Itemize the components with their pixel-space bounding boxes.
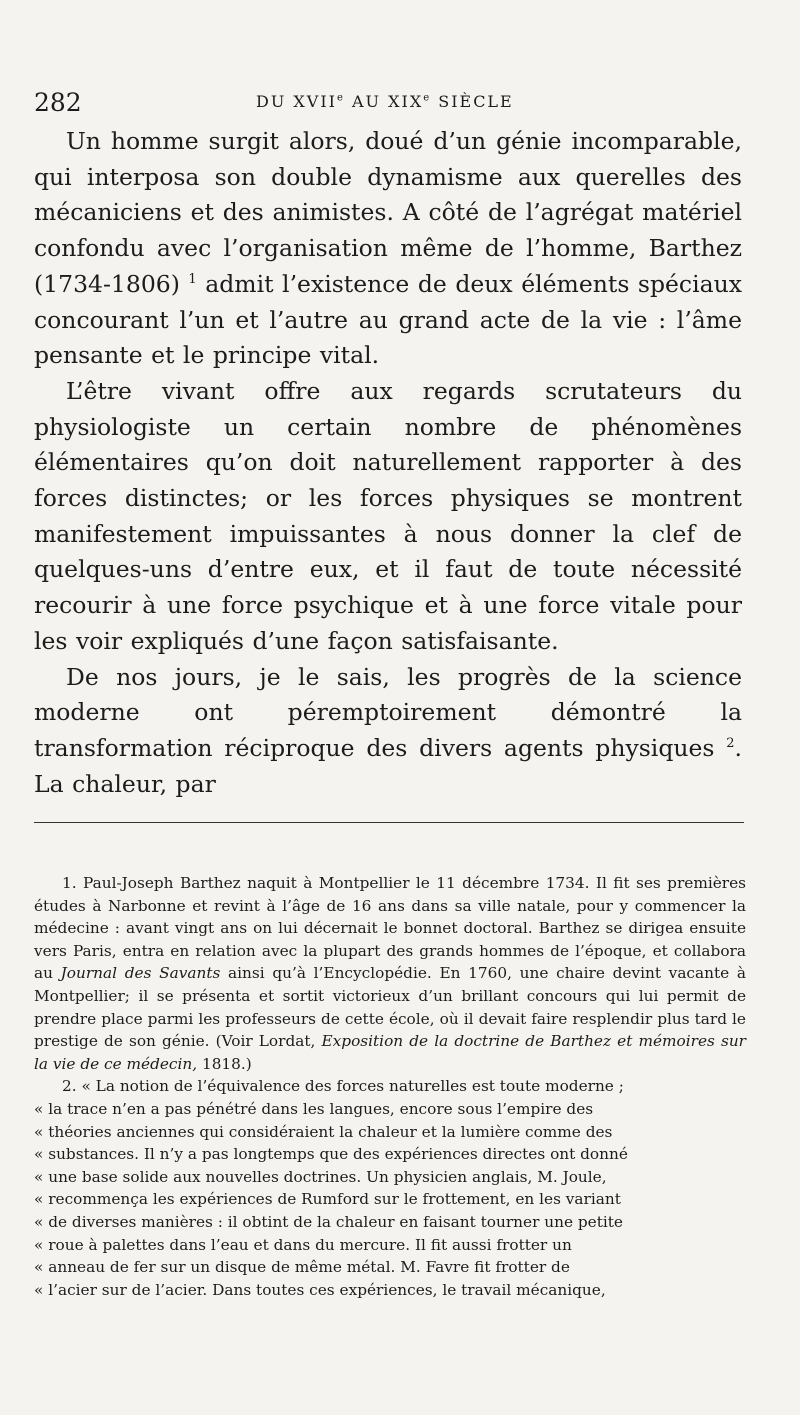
footnote-2-line: « de diverses manières : il obtint de la chaleur en faisant tourner une petite [34,1212,623,1231]
footnote-ref-1[interactable]: 1 [188,271,197,287]
footnote-2 [34,1075,746,1301]
footnote-2-line: « l’acier sur de l’acier. Dans toutes ces expériences, le travail mécanique, [34,1280,606,1299]
footnote-2-line: « substances. Il n’y a pas longtemps que des expériences directes ont donné [34,1145,628,1164]
footnote-2-line: « anneau de fer sur un disque de même métal. M. Favre fit frotter de [34,1258,570,1277]
footnote-2-line: « roue à palettes dans l’eau et dans du mercure. Il fit aussi frotter un [34,1235,572,1254]
footnote-2-line: 2. « La notion de l’équivalence des forces naturelles est toute moderne ; [62,1077,624,1096]
paragraph-3: De nos jours, je le sais, les progrès de la science moderne ont péremptoirement démontré la transformation réciproque des divers agents physiques $^2$. La chaleur, par [34,662,742,798]
paragraph-2: L’être vivant offre aux regards scrutateurs du physiologiste un certain nombre de phénomènes élémentaires qu’on doit naturellement rapporter à des forces distinctes; or les forces physiques se montrent manifestement impuissantes à nous donner la clef de quelques-uns d’entre eux, et il faut de toute nécessité recourir à une force psychique et à une force vitale pour les voir expliqués d’une façon satisfaisante. [34,376,742,655]
footnote-divider [34,822,744,823]
running-head: DU XVIIe AU XIXe SIÈCLE [256,92,514,111]
footnote-2-line: « recommença les expériences de Rumford sur le frottement, en les variant [34,1190,621,1209]
page-number: 282 [34,88,82,117]
paragraph-1: Un homme surgit alors, doué d’un génie incomparable, qui interposa son double dynamisme aux querelles des mécaniciens et des animistes. A côté de l’agrégat matériel confondu avec l’organisation même de l’homme, Barthez (1734-1806) $^1$ admit l’existence de deux éléments spéciaux concourant l’un et l’autre au grand acte de la vie : l’âme pensante et le principe vital. [34,127,742,370]
main-text [34,124,742,802]
page-header [34,84,740,124]
footnote-2-line: « la trace n’en a pas pénétré dans les langues, encore sous l’empire des [34,1099,594,1118]
footnote-2-line: « théories anciennes qui considéraient la chaleur et la lumière comme des [34,1122,613,1141]
footnote-2-line: « une base solide aux nouvelles doctrines. Un physicien anglais, M. Joule, [34,1167,607,1186]
footnote-1: 1. Paul-Joseph Barthez naquit à Montpellier le 11 décembre 1734. Il fit ses premières études à Narbonne et revint à l’âge de 16 ans dans sa ville natale, pour y commencer la médecine : avant vingt ans on lui décernait le bonnet doctoral. Barthez se dirigea ensuite vers Paris, entra en relation avec la plupart des grands hommes de l’époque, et collabora au Journal des Savants ainsi qu’à l’Encyclopédie. En 1760, une chaire devint vacante à Montpellier; il se présenta et sortit victorieux d’un brillant concours qui lui permit de prendre place parmi les professeurs de cette école, où il devait faire resplendir plus tard le prestige de son génie. (Voir Lordat, Exposition de la doctrine de Barthez et mémoires sur la vie de ce médecin, 1818.) [34,874,746,1073]
footnotes [34,872,746,1301]
footnote-ref-2[interactable]: 2 [726,736,735,752]
